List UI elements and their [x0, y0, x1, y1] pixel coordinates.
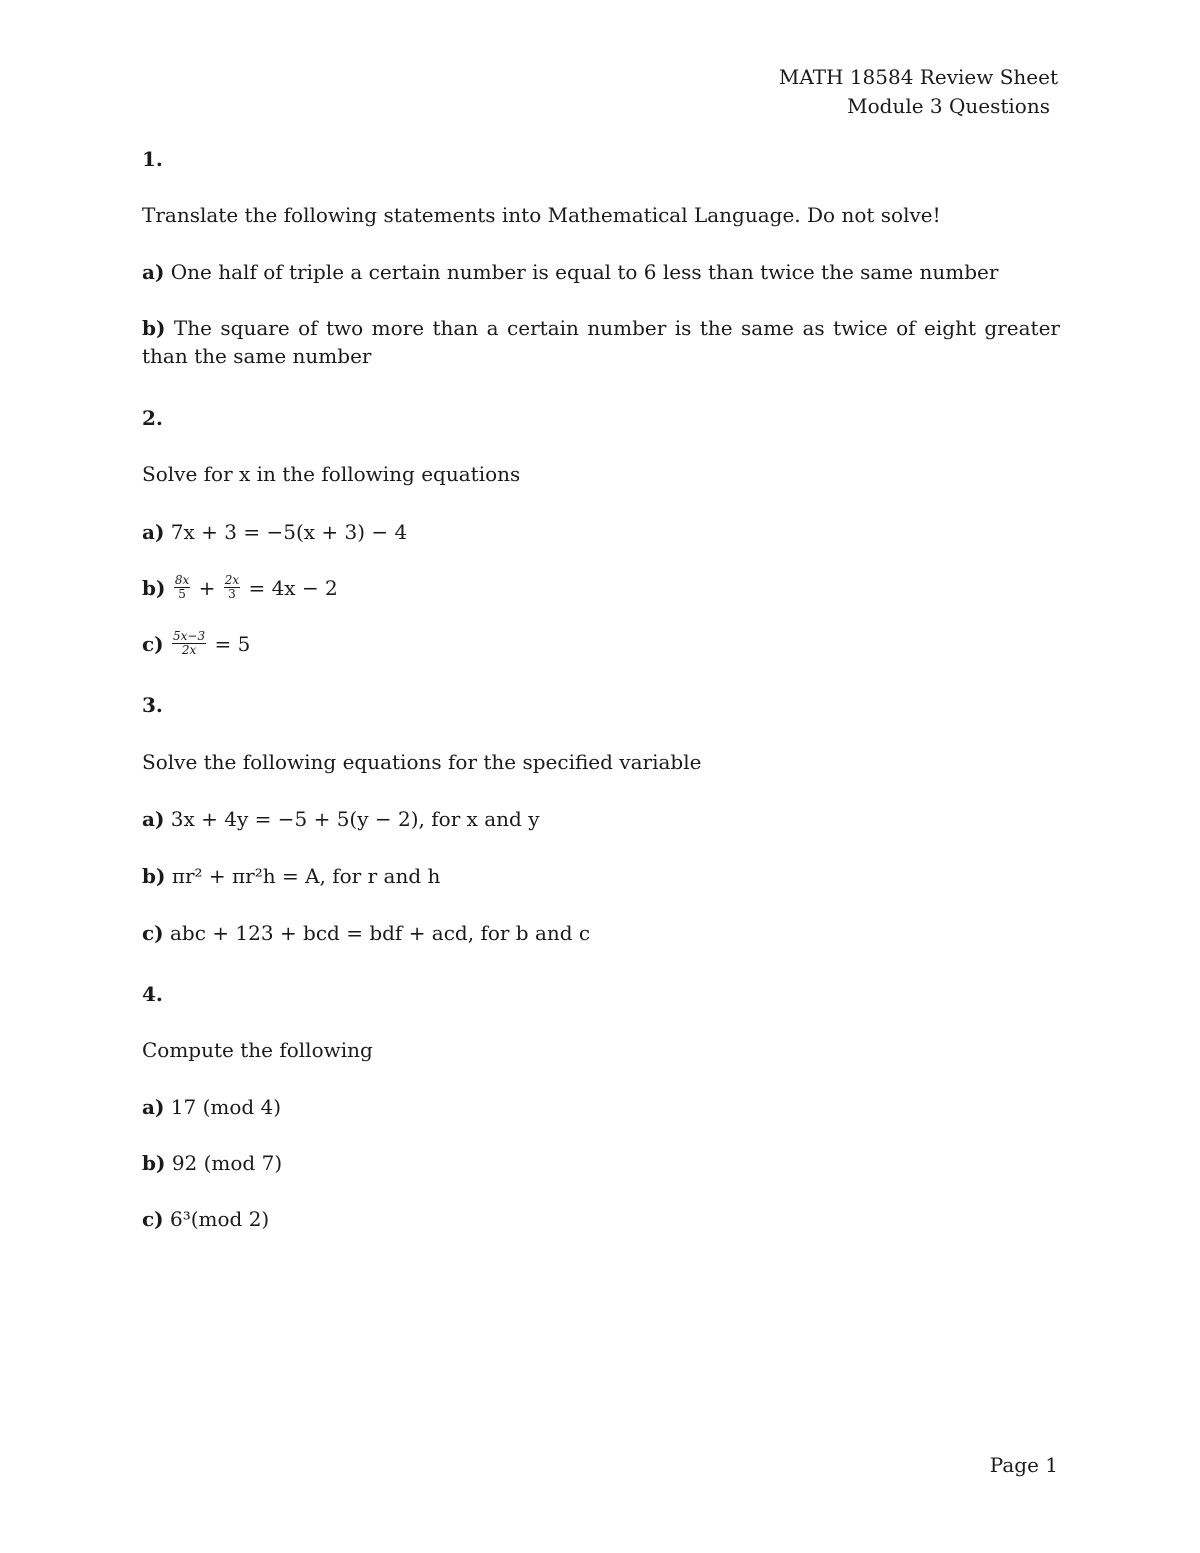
expression-text: 6³(mod 2) — [170, 1207, 270, 1231]
page-number: Page 1 — [989, 1453, 1058, 1477]
question-3-part-c — [142, 919, 1060, 947]
question-1-part-a — [142, 258, 1060, 286]
expression-text: 17 (mod 4) — [170, 1095, 282, 1119]
question-4-part-c — [142, 1205, 1060, 1233]
fraction — [172, 630, 206, 657]
denominator: 5 — [178, 587, 186, 601]
question-1-number: 1. — [142, 147, 163, 171]
equation — [171, 520, 407, 544]
question-2-part-a — [142, 518, 1060, 546]
module-title: Module 3 Questions — [847, 94, 1050, 118]
question-1-part-b — [142, 314, 1060, 370]
question-3-part-a — [142, 805, 1060, 833]
question-4-part-a — [142, 1093, 1060, 1121]
equation-text: 3x + 4y = −5 + 5(y − 2), for x and y — [170, 807, 540, 831]
part-text: One half of triple a certain number is equal to 6 less than twice the same number — [170, 260, 999, 284]
fraction — [174, 574, 190, 601]
part-label: c) — [142, 632, 164, 656]
part-label: a) — [142, 260, 165, 284]
question-3-prompt: Solve the following equations for the specified variable — [142, 750, 702, 774]
equation-text: abc + 123 + bcd = bdf + acd, for b and c — [170, 921, 591, 945]
expression-text: 92 (mod 7) — [171, 1151, 283, 1175]
part-label: c) — [142, 1207, 164, 1231]
question-1-prompt: Translate the following statements into Mathematical Language. Do not solve! — [142, 203, 941, 227]
plus-sign: + — [198, 576, 222, 600]
part-label: b) — [142, 316, 166, 340]
part-label: a) — [142, 807, 165, 831]
equation-rest: = 5 — [214, 632, 251, 656]
question-2-prompt: Solve for x in the following equations — [142, 462, 521, 486]
question-4-part-b — [142, 1149, 1060, 1177]
part-label: a) — [142, 1095, 165, 1119]
part-label: a) — [142, 520, 165, 544]
part-label: b) — [142, 864, 166, 888]
question-3-number: 3. — [142, 693, 163, 717]
part-label: c) — [142, 921, 164, 945]
fraction — [224, 574, 240, 601]
denominator: 3 — [228, 587, 236, 601]
equation-text: πr² + πr²h = A, for r and h — [171, 864, 441, 888]
question-2-number: 2. — [142, 406, 163, 430]
part-text: The square of two more than a certain number is the same as twice of eight greater than the same number — [142, 316, 1060, 368]
question-2-part-c — [142, 630, 1060, 659]
question-3-part-b — [142, 862, 1060, 890]
numerator: 5x−3 — [173, 629, 206, 643]
course-title: MATH 18584 Review Sheet — [778, 65, 1058, 89]
denominator: 2x — [181, 643, 197, 657]
equation-rest: = 4x − 2 — [248, 576, 338, 600]
question-4-number: 4. — [142, 982, 163, 1006]
question-4-prompt: Compute the following — [142, 1038, 373, 1062]
question-2-part-b — [142, 574, 1060, 603]
equation-text: 7x + 3 = −5(x + 3) − 4 — [170, 520, 408, 544]
part-label: b) — [142, 576, 166, 600]
part-label: b) — [142, 1151, 166, 1175]
numerator: 8x — [174, 573, 190, 587]
numerator: 2x — [224, 573, 240, 587]
